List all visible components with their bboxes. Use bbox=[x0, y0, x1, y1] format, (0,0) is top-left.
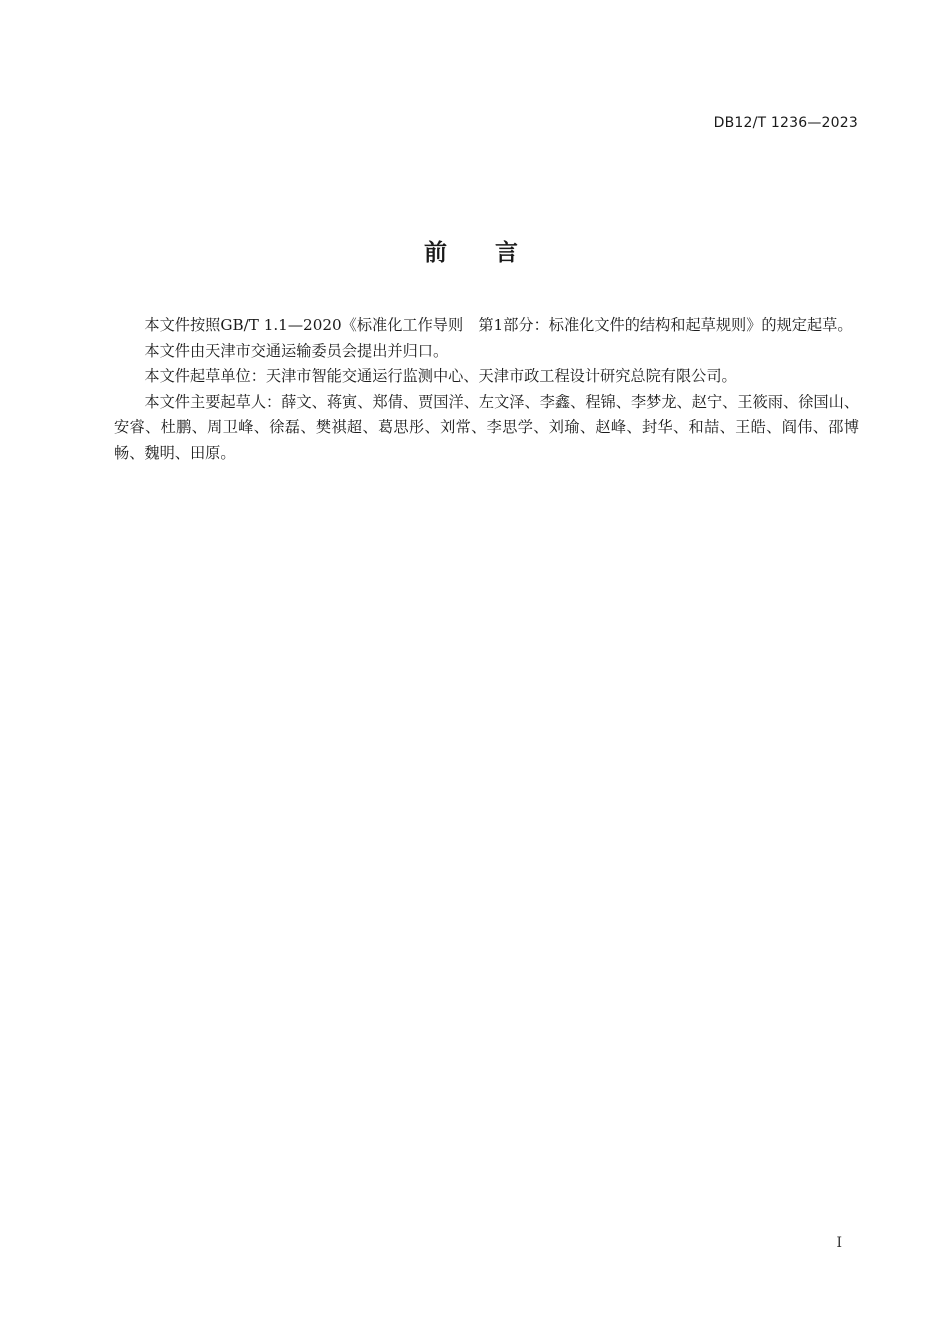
foreword-body bbox=[114, 313, 859, 466]
title-char-1: 前 bbox=[424, 240, 455, 266]
document-code: DB12/T 1236—2023 bbox=[713, 115, 858, 131]
page-title bbox=[0, 234, 950, 267]
page-number: I bbox=[836, 1235, 842, 1251]
paragraph-standard-basis: 本文件按照GB/T 1.1—2020《标准化工作导则 第1部分：标准化文件的结构和起草规则》的规定起草。 bbox=[144, 316, 853, 334]
title-char-2: 言 bbox=[495, 240, 526, 266]
paragraph-drafting-units: 本文件起草单位：天津市智能交通运行监测中心、天津市政工程设计研究总院有限公司。 bbox=[144, 367, 737, 385]
paragraph-proposer: 本文件由天津市交通运输委员会提出并归口。 bbox=[144, 341, 449, 360]
paragraph-drafters: 本文件主要起草人：薛文、蒋寅、郑倩、贾国洋、左文泽、李鑫、程锦、李梦龙、赵宁、王筱雨、徐国山、安睿、杜鹏、周卫峰、徐磊、樊祺超、葛思彤、刘常、李思学、刘瑜、赵峰、封华、和喆、王皓、阎伟、邵博畅、魏明、田原。 bbox=[114, 392, 859, 462]
